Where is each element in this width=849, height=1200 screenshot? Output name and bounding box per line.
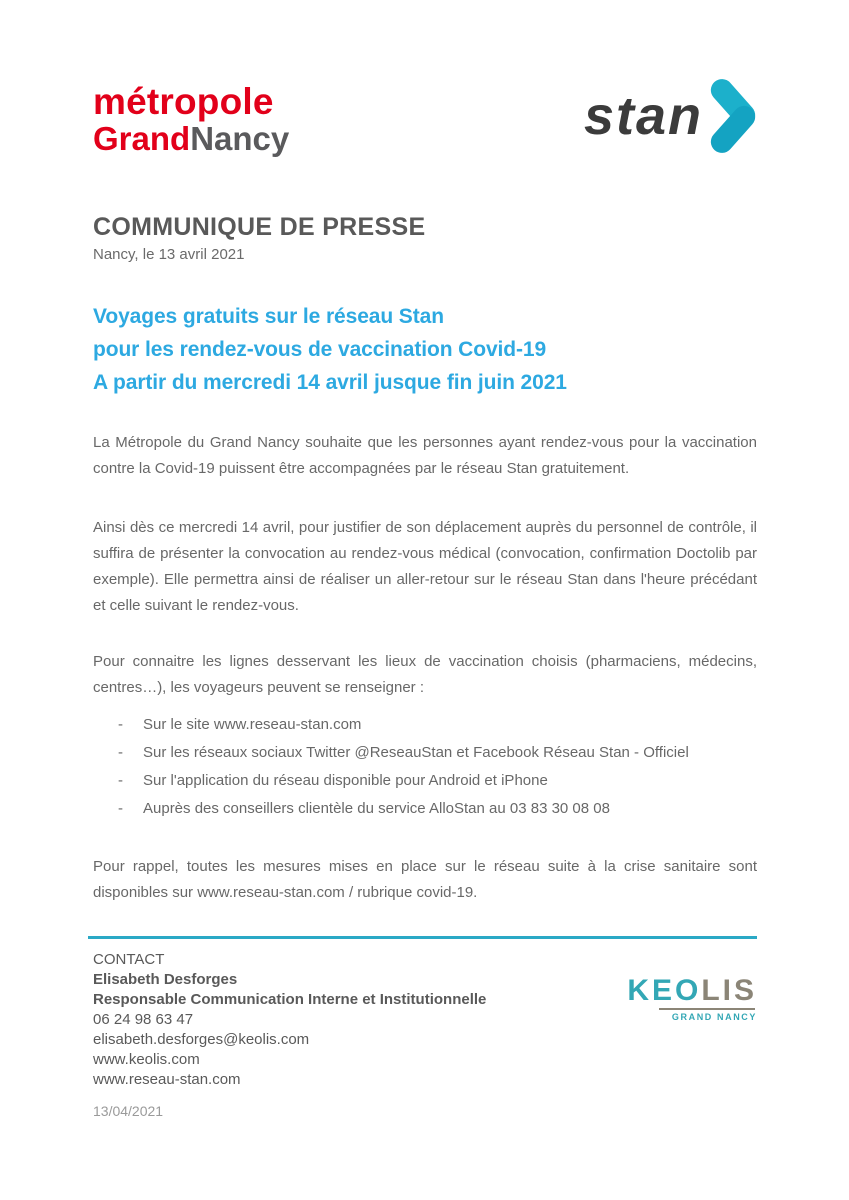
bullet-dash: - xyxy=(118,800,123,817)
contact-label: CONTACT xyxy=(93,951,165,968)
contact-name: Elisabeth Desforges xyxy=(93,971,238,988)
paragraph-bullet-intro: Pour connaitre les lignes desservant les lieux de vaccination choisis (pharmaciens, médecins, centres…), les voyageurs peuvent se renseigner : xyxy=(93,653,757,696)
info-channels-list xyxy=(93,711,757,823)
keolis-logo xyxy=(627,976,757,1022)
contact-website-stan: www.reseau-stan.com xyxy=(93,1071,241,1088)
metropole-logo-text: métropole xyxy=(93,81,274,122)
keolis-subtitle: GRAND NANCY xyxy=(671,1012,757,1022)
bullet-text: Sur l'application du réseau disponible pour Android et iPhone xyxy=(143,772,548,789)
stan-logo xyxy=(584,77,757,160)
contact-email: elisabeth.desforges@keolis.com xyxy=(93,1031,310,1048)
contact-role: Responsable Communication Interne et Institutionnelle xyxy=(93,991,487,1008)
paragraph-intro: La Métropole du Grand Nancy souhaite que les personnes ayant rendez-vous pour la vaccination contre la Covid-19 puissent être accompagnées par le réseau Stan gratuitement. xyxy=(93,434,757,477)
headline-line-2: pour les rendez-vous de vaccination Covid-19 xyxy=(93,338,547,361)
contact-block xyxy=(88,950,486,1090)
bullet-dash: - xyxy=(118,716,123,733)
list-item xyxy=(93,795,757,823)
paragraph-justification: Ainsi dès ce mercredi 14 avril, pour justifier de son déplacement auprès du personnel de contrôle, il suffira de présenter la convocation au rendez-vous médical (convocation, confirmation Doctolib par exemple). Elle permettra ainsi de réaliser un aller-retour sur le réseau Stan dans l'heure précédant et celle suivant le rendez-vous. xyxy=(93,519,757,614)
dateline: Nancy, le 13 avril 2021 xyxy=(93,246,245,263)
bullet-text: Sur les réseaux sociaux Twitter @ReseauStan et Facebook Réseau Stan - Officiel xyxy=(143,744,689,761)
metropole-grand-nancy-logo xyxy=(93,83,289,155)
bullet-dash: - xyxy=(118,744,123,761)
keolis-underline xyxy=(659,1008,755,1010)
bullet-dash: - xyxy=(118,772,123,789)
grand-nancy-logo-text xyxy=(93,119,290,157)
grand-text: Grand xyxy=(93,119,191,157)
contact-website-keolis: www.keolis.com xyxy=(93,1051,200,1068)
list-item xyxy=(93,767,757,795)
list-item xyxy=(93,739,757,767)
headline xyxy=(93,300,757,399)
bullet-text: Sur le site www.reseau-stan.com xyxy=(143,716,362,733)
keolis-wordmark xyxy=(627,976,757,1006)
list-item xyxy=(93,711,757,739)
keolis-lis-text: LIS xyxy=(701,974,757,1007)
title-block xyxy=(93,212,757,263)
contact-phone: 06 24 98 63 47 xyxy=(93,1011,194,1028)
nancy-text: Nancy xyxy=(190,119,290,157)
stan-wordmark: stan xyxy=(583,86,703,146)
stan-chevron-icon xyxy=(709,77,757,160)
page-title: COMMUNIQUE DE PRESSE xyxy=(93,213,426,241)
headline-line-3: A partir du mercredi 14 avril jusque fin juin 2021 xyxy=(93,371,567,394)
footer-divider xyxy=(88,936,757,939)
header xyxy=(93,0,757,160)
paragraph-reminder: Pour rappel, toutes les mesures mises en place sur le réseau suite à la crise sanitaire sont disponibles sur www.reseau-stan.com / rubrique covid-19. xyxy=(93,858,757,901)
footer-date: 13/04/2021 xyxy=(93,1103,164,1119)
headline-line-1: Voyages gratuits sur le réseau Stan xyxy=(93,305,444,328)
keolis-keo-text: KEO xyxy=(627,974,702,1007)
footer xyxy=(88,936,757,1090)
bullet-text: Auprès des conseillers clientèle du service AlloStan au 03 83 30 08 08 xyxy=(143,800,610,817)
